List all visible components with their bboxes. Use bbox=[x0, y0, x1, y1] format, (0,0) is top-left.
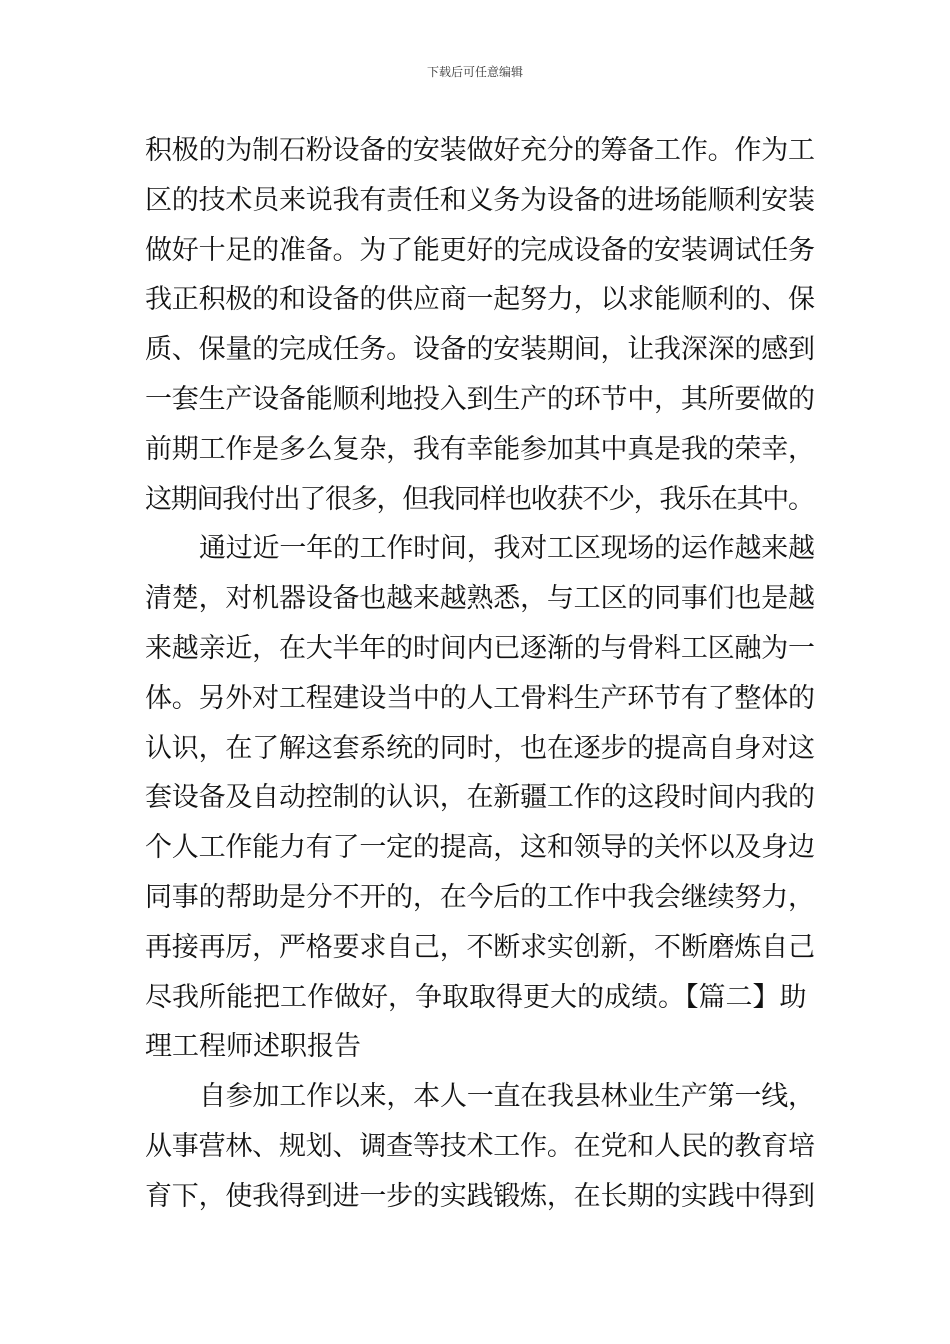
text-line: 质、保量的完成任务。设备的安装期间，让我深深的感到 bbox=[145, 334, 815, 366]
text-line: 再接再厉，严格要求自己，不断求实创新，不断磨炼自己 bbox=[145, 931, 815, 963]
text-line: 自参加工作以来，本人一直在我县林业生产第一线， bbox=[199, 1081, 815, 1113]
text-line: 套设备及自动控制的认识，在新疆工作的这段时间内我的 bbox=[145, 782, 815, 814]
text-line: 做好十足的准备。为了能更好的完成设备的安装调试任务 bbox=[145, 234, 815, 266]
text-line: 认识，在了解这套系统的同时，也在逐步的提高自身对这 bbox=[145, 732, 815, 764]
page-header: 下载后可任意编辑 bbox=[426, 65, 523, 79]
text-line: 我正积极的和设备的供应商一起努力，以求能顺利的、保 bbox=[145, 284, 815, 316]
document-body bbox=[145, 126, 815, 1222]
text-line: 体。另外对工程建设当中的人工骨料生产环节有了整体的 bbox=[145, 682, 815, 714]
text-line: 个人工作能力有了一定的提高，这和领导的关怀以及身边 bbox=[145, 832, 815, 864]
text-line: 从事营林、规划、调查等技术工作。在党和人民的教育培 bbox=[145, 1130, 815, 1162]
text-line: 这期间我付出了很多，但我同样也收获不少，我乐在其中。 bbox=[145, 483, 814, 515]
text-line: 区的技术员来说我有责任和义务为设备的进场能顺利安装 bbox=[145, 184, 815, 216]
text-line: 前期工作是多么复杂，我有幸能参加其中真是我的荣幸， bbox=[145, 433, 815, 465]
text-line: 尽我所能把工作做好，争取取得更大的成绩。【篇二】助 bbox=[145, 981, 807, 1013]
text-line: 清楚，对机器设备也越来越熟悉，与工区的同事们也是越 bbox=[145, 583, 815, 615]
text-line: 积极的为制石粉设备的安装做好充分的筹备工作。作为工 bbox=[145, 135, 815, 166]
text-line: 同事的帮助是分不开的，在今后的工作中我会继续努力， bbox=[145, 881, 815, 913]
text-line: 通过近一年的工作时间，我对工区现场的运作越来越 bbox=[199, 533, 815, 565]
text-line: 一套生产设备能顺利地投入到生产的环节中，其所要做的 bbox=[145, 383, 815, 415]
text-line: 来越亲近，在大半年的时间内已逐渐的与骨料工区融为一 bbox=[145, 632, 815, 664]
text-line: 理工程师述职报告 bbox=[145, 1031, 361, 1063]
text-line: 育下，使我得到进一步的实践锻炼，在长期的实践中得到 bbox=[145, 1180, 815, 1212]
